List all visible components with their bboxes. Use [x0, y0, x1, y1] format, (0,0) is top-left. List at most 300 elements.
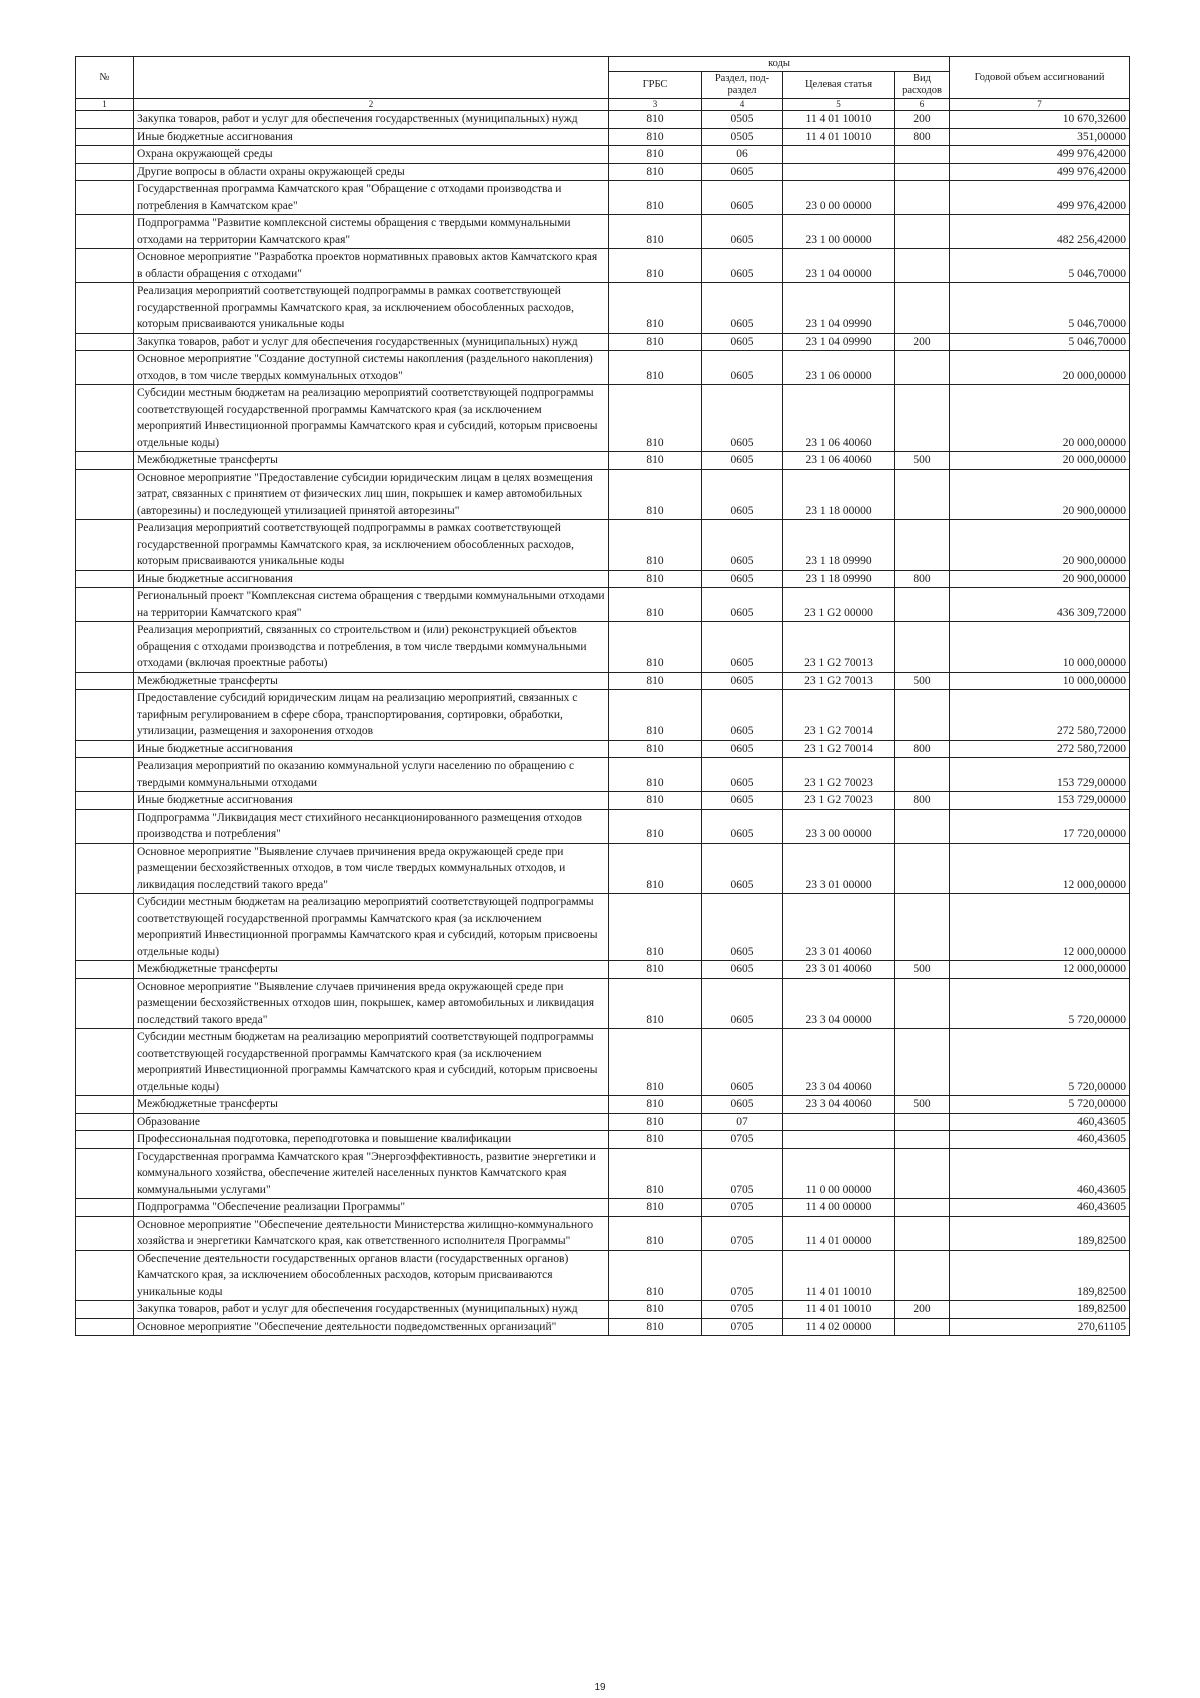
- section-code-cell: 0605: [702, 792, 783, 810]
- target-article-cell: 23 1 G2 70023: [783, 758, 895, 792]
- annual-amount-cell: 499 976,42000: [950, 163, 1130, 181]
- section-code-cell: 0705: [702, 1131, 783, 1149]
- table-row: [76, 1131, 1130, 1149]
- target-article-cell: [783, 146, 895, 164]
- grbs-code-cell: 810: [609, 1131, 702, 1149]
- section-code-cell: 0605: [702, 740, 783, 758]
- annual-amount-cell: 153 729,00000: [950, 758, 1130, 792]
- section-code-cell: 0705: [702, 1148, 783, 1199]
- budget-allocation-table: [75, 56, 1130, 1336]
- annual-amount-cell: 153 729,00000: [950, 792, 1130, 810]
- header-num: №: [76, 57, 134, 99]
- table-row: [76, 128, 1130, 146]
- grbs-code-cell: 810: [609, 1029, 702, 1096]
- section-code-cell: 0605: [702, 843, 783, 894]
- row-number-cell: [76, 163, 134, 181]
- expenditure-name-cell: Межбюджетные трансферты: [134, 961, 609, 979]
- section-code-cell: 0605: [702, 163, 783, 181]
- target-article-cell: 11 4 01 10010: [783, 111, 895, 129]
- grbs-code-cell: 810: [609, 622, 702, 673]
- annual-amount-cell: 460,43605: [950, 1113, 1130, 1131]
- row-number-cell: [76, 740, 134, 758]
- row-number-cell: [76, 333, 134, 351]
- expense-type-cell: [895, 809, 950, 843]
- row-number-cell: [76, 128, 134, 146]
- expenditure-name-cell: Основное мероприятие "Предоставление субсидии юридическим лицам в целях возмещения затрат, связанных с принятием от физических лиц шин, покрышек и камер автомобильных (авторезины) и последующей утилизацией принятой авторезины": [134, 469, 609, 520]
- annual-amount-cell: 5 046,70000: [950, 333, 1130, 351]
- expenditure-name-cell: Субсидии местным бюджетам на реализацию мероприятий соответствующей подпрограммы соответствующей государственной программы Камчатского края (за исключением мероприятий Инвестиционной программы Камчатского края и субсидий, которым присвоены отдельные коды): [134, 894, 609, 961]
- expense-type-cell: [895, 843, 950, 894]
- expenditure-name-cell: Охрана окружающей среды: [134, 146, 609, 164]
- table-row: [76, 333, 1130, 351]
- expense-type-cell: [895, 758, 950, 792]
- row-number-cell: [76, 1096, 134, 1114]
- row-number-cell: [76, 1216, 134, 1250]
- section-code-cell: 0505: [702, 111, 783, 129]
- row-number-cell: [76, 469, 134, 520]
- annual-amount-cell: 20 900,00000: [950, 570, 1130, 588]
- expenditure-name-cell: Межбюджетные трансферты: [134, 452, 609, 470]
- target-article-cell: 23 1 G2 70023: [783, 792, 895, 810]
- annual-amount-cell: 499 976,42000: [950, 146, 1130, 164]
- table-row: [76, 740, 1130, 758]
- section-code-cell: 0605: [702, 181, 783, 215]
- section-code-cell: 0605: [702, 351, 783, 385]
- table-row: [76, 1301, 1130, 1319]
- target-article-cell: 23 1 06 00000: [783, 351, 895, 385]
- expense-type-cell: [895, 146, 950, 164]
- target-article-cell: 23 1 06 40060: [783, 452, 895, 470]
- section-code-cell: 0705: [702, 1301, 783, 1319]
- target-article-cell: 11 0 00 00000: [783, 1148, 895, 1199]
- table-row: [76, 452, 1130, 470]
- expenditure-name-cell: Региональный проект "Комплексная система обращения с твердыми коммунальными отходами на территории Камчатского края": [134, 588, 609, 622]
- expenditure-name-cell: Основное мероприятие "Обеспечение деятельности подведомственных организаций": [134, 1318, 609, 1336]
- expenditure-name-cell: Реализация мероприятий по оказанию коммунальной услуги населению по обращению с твердыми коммунальными отходами: [134, 758, 609, 792]
- table-row: [76, 622, 1130, 673]
- grbs-code-cell: 810: [609, 283, 702, 334]
- target-article-cell: 23 3 04 40060: [783, 1029, 895, 1096]
- grbs-code-cell: 810: [609, 570, 702, 588]
- section-code-cell: 0605: [702, 961, 783, 979]
- row-number-cell: [76, 1131, 134, 1149]
- target-article-cell: 23 1 06 40060: [783, 385, 895, 452]
- header-grbs: ГРБС: [609, 72, 702, 99]
- page-number: 19: [594, 1682, 606, 1693]
- table-row: [76, 1148, 1130, 1199]
- expense-type-cell: 200: [895, 333, 950, 351]
- table-row: [76, 1096, 1130, 1114]
- expense-type-cell: 800: [895, 792, 950, 810]
- expenditure-name-cell: Основное мероприятие "Разработка проектов нормативных правовых актов Камчатского края в области обращения с отходами": [134, 249, 609, 283]
- grbs-code-cell: 810: [609, 894, 702, 961]
- expense-type-cell: [895, 283, 950, 334]
- grbs-code-cell: 810: [609, 1250, 702, 1301]
- document-page: [75, 56, 1129, 1336]
- expense-type-cell: 500: [895, 672, 950, 690]
- target-article-cell: 23 1 04 09990: [783, 333, 895, 351]
- table-row: [76, 111, 1130, 129]
- target-article-cell: 23 1 G2 00000: [783, 588, 895, 622]
- section-code-cell: 0605: [702, 385, 783, 452]
- annual-amount-cell: 20 900,00000: [950, 469, 1130, 520]
- target-article-cell: 11 4 01 10010: [783, 1250, 895, 1301]
- annual-amount-cell: 351,00000: [950, 128, 1130, 146]
- grbs-code-cell: 810: [609, 792, 702, 810]
- grbs-code-cell: 810: [609, 809, 702, 843]
- col-number: 1: [76, 99, 134, 111]
- table-row: [76, 690, 1130, 741]
- expenditure-name-cell: Закупка товаров, работ и услуг для обеспечения государственных (муниципальных) нужд: [134, 1301, 609, 1319]
- row-number-cell: [76, 1318, 134, 1336]
- grbs-code-cell: 810: [609, 740, 702, 758]
- grbs-code-cell: 810: [609, 146, 702, 164]
- grbs-code-cell: 810: [609, 181, 702, 215]
- row-number-cell: [76, 351, 134, 385]
- annual-amount-cell: 20 000,00000: [950, 351, 1130, 385]
- col-number: 5: [783, 99, 895, 111]
- grbs-code-cell: 810: [609, 978, 702, 1029]
- row-number-cell: [76, 792, 134, 810]
- table-row: [76, 843, 1130, 894]
- annual-amount-cell: 460,43605: [950, 1199, 1130, 1217]
- target-article-cell: 23 1 G2 70014: [783, 690, 895, 741]
- target-article-cell: 11 4 01 10010: [783, 128, 895, 146]
- target-article-cell: 23 3 01 40060: [783, 961, 895, 979]
- expenditure-name-cell: Реализация мероприятий соответствующей подпрограммы в рамках соответствующей государственной программы Камчатского края, за исключением обособленных расходов, которым присваиваются уникальные коды: [134, 283, 609, 334]
- annual-amount-cell: 20 000,00000: [950, 452, 1130, 470]
- grbs-code-cell: 810: [609, 452, 702, 470]
- grbs-code-cell: 810: [609, 843, 702, 894]
- section-code-cell: 0705: [702, 1318, 783, 1336]
- expenditure-name-cell: Основное мероприятие "Выявление случаев причинения вреда окружающей среде при размещении бесхозяйственных отходов шин, покрышек, камер автомобильных и ликвидация последствий такого вреда": [134, 978, 609, 1029]
- annual-amount-cell: 10 000,00000: [950, 622, 1130, 673]
- target-article-cell: 23 1 G2 70013: [783, 622, 895, 673]
- expense-type-cell: [895, 622, 950, 673]
- expenditure-name-cell: Межбюджетные трансферты: [134, 1096, 609, 1114]
- grbs-code-cell: 810: [609, 1301, 702, 1319]
- expenditure-name-cell: Иные бюджетные ассигнования: [134, 128, 609, 146]
- expenditure-name-cell: Иные бюджетные ассигнования: [134, 570, 609, 588]
- grbs-code-cell: 810: [609, 163, 702, 181]
- grbs-code-cell: 810: [609, 520, 702, 571]
- expenditure-name-cell: Основное мероприятие "Выявление случаев причинения вреда окружающей среде при размещении бесхозяйственных отходов, в том числе твердых коммунальных отходов, и ликвидация последствий такого вреда": [134, 843, 609, 894]
- expense-type-cell: 200: [895, 1301, 950, 1319]
- section-code-cell: 0605: [702, 588, 783, 622]
- annual-amount-cell: 460,43605: [950, 1148, 1130, 1199]
- annual-amount-cell: 20 900,00000: [950, 520, 1130, 571]
- table-row: [76, 469, 1130, 520]
- annual-amount-cell: 12 000,00000: [950, 961, 1130, 979]
- target-article-cell: 23 3 01 00000: [783, 843, 895, 894]
- target-article-cell: 23 1 G2 70014: [783, 740, 895, 758]
- row-number-cell: [76, 843, 134, 894]
- expenditure-name-cell: Субсидии местным бюджетам на реализацию мероприятий соответствующей подпрограммы соответствующей государственной программы Камчатского края (за исключением мероприятий Инвестиционной программы Камчатского края и субсидий, которым присвоены отдельные коды): [134, 1029, 609, 1096]
- grbs-code-cell: 810: [609, 333, 702, 351]
- table-row: [76, 570, 1130, 588]
- expense-type-cell: [895, 520, 950, 571]
- annual-amount-cell: 189,82500: [950, 1301, 1130, 1319]
- section-code-cell: 0605: [702, 690, 783, 741]
- target-article-cell: [783, 163, 895, 181]
- table-row: [76, 961, 1130, 979]
- table-row: [76, 215, 1130, 249]
- section-code-cell: 0605: [702, 1029, 783, 1096]
- header-target: Целевая статья: [783, 72, 895, 99]
- grbs-code-cell: 810: [609, 128, 702, 146]
- annual-amount-cell: 189,82500: [950, 1250, 1130, 1301]
- row-number-cell: [76, 690, 134, 741]
- annual-amount-cell: 10 670,32600: [950, 111, 1130, 129]
- table-row: [76, 1029, 1130, 1096]
- expense-type-cell: [895, 215, 950, 249]
- target-article-cell: 23 0 00 00000: [783, 181, 895, 215]
- table-header: [76, 57, 1130, 111]
- table-row: [76, 163, 1130, 181]
- annual-amount-cell: 270,61105: [950, 1318, 1130, 1336]
- annual-amount-cell: 436 309,72000: [950, 588, 1130, 622]
- grbs-code-cell: 810: [609, 111, 702, 129]
- expense-type-cell: 200: [895, 111, 950, 129]
- row-number-cell: [76, 181, 134, 215]
- grbs-code-cell: 810: [609, 1199, 702, 1217]
- expenditure-name-cell: Закупка товаров, работ и услуг для обеспечения государственных (муниципальных) нужд: [134, 333, 609, 351]
- section-code-cell: 07: [702, 1113, 783, 1131]
- row-number-cell: [76, 809, 134, 843]
- table-row: [76, 249, 1130, 283]
- annual-amount-cell: 5 720,00000: [950, 1096, 1130, 1114]
- row-number-cell: [76, 758, 134, 792]
- expenditure-name-cell: Основное мероприятие "Обеспечение деятельности Министерства жилищно-коммунального хозяйства и энергетики Камчатского края, как ответственного исполнителя Программы": [134, 1216, 609, 1250]
- row-number-cell: [76, 146, 134, 164]
- expenditure-name-cell: Иные бюджетные ассигнования: [134, 740, 609, 758]
- expenditure-name-cell: Закупка товаров, работ и услуг для обеспечения государственных (муниципальных) нужд: [134, 111, 609, 129]
- expense-type-cell: [895, 894, 950, 961]
- table-row: [76, 894, 1130, 961]
- table-row: [76, 283, 1130, 334]
- table-row: [76, 978, 1130, 1029]
- row-number-cell: [76, 1301, 134, 1319]
- section-code-cell: 0605: [702, 520, 783, 571]
- annual-amount-cell: 460,43605: [950, 1131, 1130, 1149]
- target-article-cell: [783, 1131, 895, 1149]
- col-number: 4: [702, 99, 783, 111]
- row-number-cell: [76, 1029, 134, 1096]
- row-number-cell: [76, 452, 134, 470]
- grbs-code-cell: 810: [609, 469, 702, 520]
- table-row: [76, 181, 1130, 215]
- expense-type-cell: [895, 690, 950, 741]
- annual-amount-cell: 5 720,00000: [950, 978, 1130, 1029]
- section-code-cell: 0605: [702, 622, 783, 673]
- row-number-cell: [76, 978, 134, 1029]
- annual-amount-cell: 499 976,42000: [950, 181, 1130, 215]
- table-row: [76, 146, 1130, 164]
- row-number-cell: [76, 1113, 134, 1131]
- expense-type-cell: [895, 1113, 950, 1131]
- expense-type-cell: [895, 1148, 950, 1199]
- expense-type-cell: [895, 181, 950, 215]
- row-number-cell: [76, 588, 134, 622]
- table-row: [76, 1250, 1130, 1301]
- section-code-cell: 0605: [702, 978, 783, 1029]
- section-code-cell: 0605: [702, 249, 783, 283]
- column-number-row: [76, 99, 1130, 111]
- grbs-code-cell: 810: [609, 1096, 702, 1114]
- row-number-cell: [76, 1250, 134, 1301]
- expenditure-name-cell: Образование: [134, 1113, 609, 1131]
- target-article-cell: 11 4 01 10010: [783, 1301, 895, 1319]
- section-code-cell: 0705: [702, 1216, 783, 1250]
- row-number-cell: [76, 215, 134, 249]
- row-number-cell: [76, 672, 134, 690]
- target-article-cell: 23 1 04 00000: [783, 249, 895, 283]
- grbs-code-cell: 810: [609, 588, 702, 622]
- table-row: [76, 1199, 1130, 1217]
- annual-amount-cell: 272 580,72000: [950, 690, 1130, 741]
- section-code-cell: 0605: [702, 809, 783, 843]
- expense-type-cell: [895, 1131, 950, 1149]
- grbs-code-cell: 810: [609, 961, 702, 979]
- annual-amount-cell: 5 046,70000: [950, 283, 1130, 334]
- expenditure-name-cell: Субсидии местным бюджетам на реализацию мероприятий соответствующей подпрограммы соответствующей государственной программы Камчатского края (за исключением мероприятий Инвестиционной программы Камчатского края и субсидий, которым присвоены отдельные коды): [134, 385, 609, 452]
- expenditure-name-cell: Реализация мероприятий, связанных со строительством и (или) реконструкцией объектов обращения с отходами производства и потребления, в том числе твердыми коммунальными отходами (включая проектные работы): [134, 622, 609, 673]
- target-article-cell: [783, 1113, 895, 1131]
- section-code-cell: 0505: [702, 128, 783, 146]
- expenditure-name-cell: Профессиональная подготовка, переподготовка и повышение квалификации: [134, 1131, 609, 1149]
- annual-amount-cell: 12 000,00000: [950, 843, 1130, 894]
- expenditure-name-cell: Реализация мероприятий соответствующей подпрограммы в рамках соответствующей государственной программы Камчатского края, за исключением обособленных расходов, которым присваиваются уникальные коды: [134, 520, 609, 571]
- expenditure-name-cell: Другие вопросы в области охраны окружающей среды: [134, 163, 609, 181]
- table-row: [76, 672, 1130, 690]
- table-row: [76, 385, 1130, 452]
- row-number-cell: [76, 894, 134, 961]
- expense-type-cell: 800: [895, 740, 950, 758]
- expense-type-cell: [895, 588, 950, 622]
- table-body: [76, 111, 1130, 1336]
- target-article-cell: 11 4 02 00000: [783, 1318, 895, 1336]
- row-number-cell: [76, 1148, 134, 1199]
- section-code-cell: 0605: [702, 452, 783, 470]
- row-number-cell: [76, 249, 134, 283]
- expenditure-name-cell: Подпрограмма "Развитие комплексной системы обращения с твердыми коммунальными отходами на территории Камчатского края": [134, 215, 609, 249]
- annual-amount-cell: 20 000,00000: [950, 385, 1130, 452]
- col-number: 6: [895, 99, 950, 111]
- row-number-cell: [76, 570, 134, 588]
- target-article-cell: 23 1 G2 70013: [783, 672, 895, 690]
- expense-type-cell: [895, 1250, 950, 1301]
- grbs-code-cell: 810: [609, 1216, 702, 1250]
- target-article-cell: 11 4 00 00000: [783, 1199, 895, 1217]
- section-code-cell: 0605: [702, 570, 783, 588]
- table-row: [76, 792, 1130, 810]
- annual-amount-cell: 5 720,00000: [950, 1029, 1130, 1096]
- table-row: [76, 351, 1130, 385]
- grbs-code-cell: 810: [609, 672, 702, 690]
- expenditure-name-cell: Предоставление субсидий юридическим лицам на реализацию мероприятий, связанных с тарифным регулированием в сфере сбора, транспортирования, сортировки, обработки, утилизации, размещения и захоронения отходов: [134, 690, 609, 741]
- annual-amount-cell: 10 000,00000: [950, 672, 1130, 690]
- section-code-cell: 0605: [702, 333, 783, 351]
- header-exp-type: Вид расходов: [895, 72, 950, 99]
- section-code-cell: 0605: [702, 1096, 783, 1114]
- annual-amount-cell: 272 580,72000: [950, 740, 1130, 758]
- expenditure-name-cell: Подпрограмма "Ликвидация мест стихийного несанкционированного размещения отходов производства и потребления": [134, 809, 609, 843]
- col-number: 7: [950, 99, 1130, 111]
- expense-type-cell: [895, 163, 950, 181]
- grbs-code-cell: 810: [609, 1113, 702, 1131]
- expense-type-cell: [895, 249, 950, 283]
- table-row: [76, 1113, 1130, 1131]
- expense-type-cell: [895, 1216, 950, 1250]
- section-code-cell: 0605: [702, 469, 783, 520]
- annual-amount-cell: 17 720,00000: [950, 809, 1130, 843]
- expenditure-name-cell: Иные бюджетные ассигнования: [134, 792, 609, 810]
- header-amount: Годовой объем ассигнований: [950, 57, 1130, 99]
- table-row: [76, 1318, 1130, 1336]
- section-code-cell: 0705: [702, 1250, 783, 1301]
- expense-type-cell: 500: [895, 1096, 950, 1114]
- expenditure-name-cell: Межбюджетные трансферты: [134, 672, 609, 690]
- expense-type-cell: 800: [895, 128, 950, 146]
- expenditure-name-cell: Государственная программа Камчатского края "Обращение с отходами производства и потребления в Камчатском крае": [134, 181, 609, 215]
- expense-type-cell: [895, 351, 950, 385]
- expense-type-cell: [895, 978, 950, 1029]
- section-code-cell: 0605: [702, 758, 783, 792]
- header-name: [134, 57, 609, 99]
- section-code-cell: 0605: [702, 672, 783, 690]
- expense-type-cell: [895, 1318, 950, 1336]
- expenditure-name-cell: Государственная программа Камчатского края "Энергоэффективность, развитие энергетики и коммунального хозяйства, обеспечение жителей населенных пунктов Камчатского края коммунальными услугами": [134, 1148, 609, 1199]
- target-article-cell: 23 1 18 00000: [783, 469, 895, 520]
- expense-type-cell: [895, 469, 950, 520]
- grbs-code-cell: 810: [609, 351, 702, 385]
- expenditure-name-cell: Подпрограмма "Обеспечение реализации Программы": [134, 1199, 609, 1217]
- target-article-cell: 23 1 00 00000: [783, 215, 895, 249]
- annual-amount-cell: 12 000,00000: [950, 894, 1130, 961]
- col-number: 2: [134, 99, 609, 111]
- grbs-code-cell: 810: [609, 690, 702, 741]
- expenditure-name-cell: Обеспечение деятельности государственных органов власти (государственных органов) Камчатского края, за исключением обособленных расходов, которым присваиваются уникальные коды: [134, 1250, 609, 1301]
- grbs-code-cell: 810: [609, 249, 702, 283]
- section-code-cell: 06: [702, 146, 783, 164]
- table-row: [76, 758, 1130, 792]
- section-code-cell: 0605: [702, 283, 783, 334]
- target-article-cell: 23 1 04 09990: [783, 283, 895, 334]
- target-article-cell: 23 3 04 00000: [783, 978, 895, 1029]
- expense-type-cell: [895, 1029, 950, 1096]
- header-codes: коды: [609, 57, 950, 72]
- grbs-code-cell: 810: [609, 1318, 702, 1336]
- expense-type-cell: [895, 1199, 950, 1217]
- target-article-cell: 23 1 18 09990: [783, 570, 895, 588]
- section-code-cell: 0705: [702, 1199, 783, 1217]
- table-row: [76, 1216, 1130, 1250]
- expense-type-cell: 500: [895, 452, 950, 470]
- section-code-cell: 0605: [702, 894, 783, 961]
- table-row: [76, 588, 1130, 622]
- expense-type-cell: 800: [895, 570, 950, 588]
- target-article-cell: 23 3 04 40060: [783, 1096, 895, 1114]
- target-article-cell: 23 1 18 09990: [783, 520, 895, 571]
- row-number-cell: [76, 520, 134, 571]
- grbs-code-cell: 810: [609, 758, 702, 792]
- annual-amount-cell: 189,82500: [950, 1216, 1130, 1250]
- row-number-cell: [76, 283, 134, 334]
- target-article-cell: 23 3 01 40060: [783, 894, 895, 961]
- target-article-cell: 11 4 01 00000: [783, 1216, 895, 1250]
- grbs-code-cell: 810: [609, 215, 702, 249]
- table-row: [76, 520, 1130, 571]
